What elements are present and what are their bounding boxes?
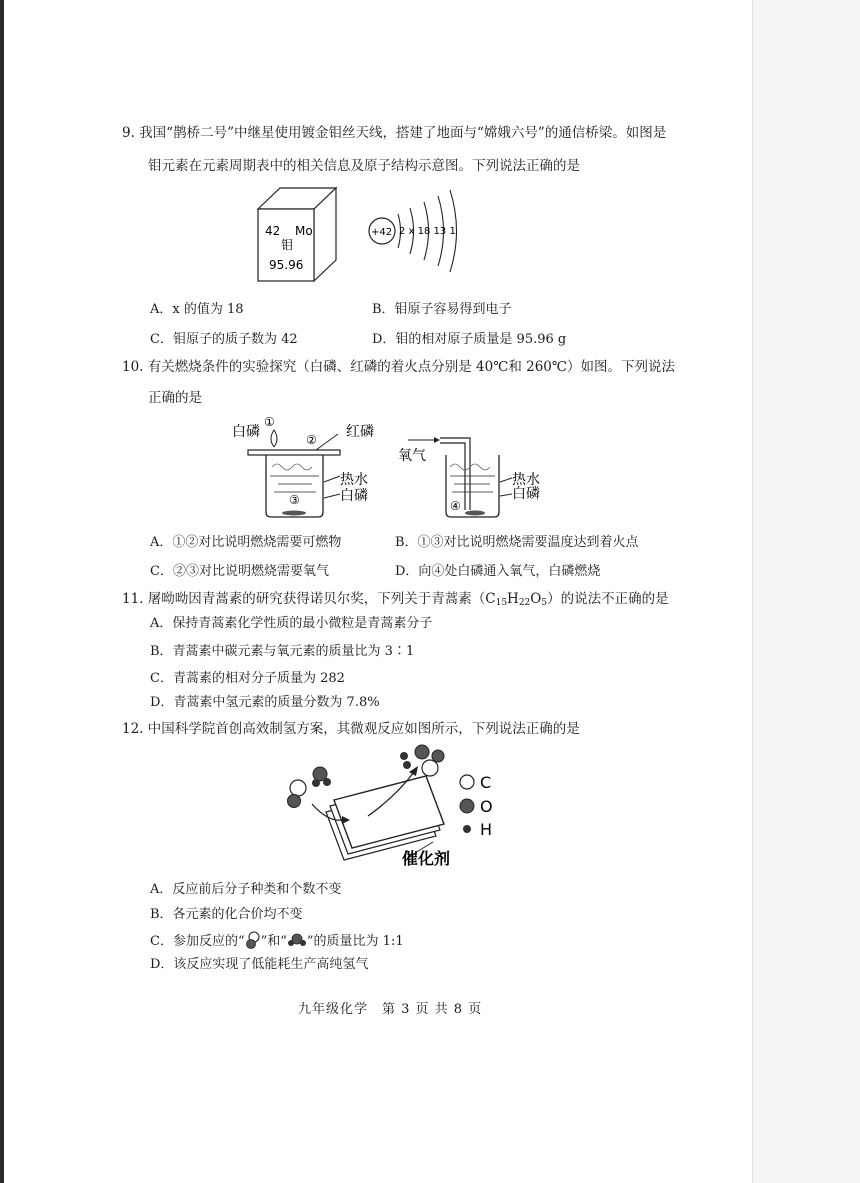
q9-option-b: B．钼原子容易得到电子: [372, 302, 512, 317]
q12-option-c-pre: C．参加反应的“: [150, 934, 245, 949]
legend-h: H: [480, 820, 493, 839]
q10-stem-line1: 10. 有关燃烧条件的实验探究（白磷、红磷的着火点分别是 40℃和 260℃）如图。下列说法: [122, 359, 675, 375]
q12-option-c-post: ”的质量比为 1:1: [306, 934, 404, 949]
q12-option-c: [150, 931, 404, 951]
beaker-1: [232, 415, 374, 517]
marker-2: ②: [306, 433, 317, 447]
legend-oxygen-icon: [460, 799, 474, 813]
q9-option-c: C．钼原子的质子数为 42: [150, 332, 298, 347]
label-hot-water-2: 热水: [512, 472, 540, 488]
q12-option-a: A．反应前后分子种类和个数不变: [150, 882, 342, 897]
q9-figure: [250, 184, 465, 284]
q9-stem-line2: 钼元素在元素周期表中的相关信息及原子结构示意图。下列说法正确的是: [148, 158, 580, 174]
label-oxygen: 氧气: [398, 448, 426, 464]
legend-hydrogen-icon: [463, 825, 471, 833]
q11-stem-part1: 11. 屠呦呦因青蒿素的研究获得诺贝尔奖，下列关于青蒿素（C: [122, 591, 496, 607]
scan-edge-left: [0, 0, 4, 1183]
product-molecules: [400, 745, 444, 776]
marker-4: ④: [450, 499, 461, 513]
co-molecule-icon: [245, 931, 261, 949]
q11-option-b: B．青蒿素中碳元素与氧元素的质量比为 3∶1: [150, 644, 415, 659]
label-white-phosphorus-2: 白磷: [340, 488, 368, 504]
q11-option-c: C．青蒿素的相对分子质量为 282: [150, 671, 345, 686]
electron-shells: 2 x 18 13 1: [399, 226, 456, 237]
formula-sub-22: 22: [518, 598, 531, 608]
catalyst-label: 催化剂: [402, 849, 451, 868]
beaker-2: [398, 437, 540, 517]
q9-stem-line1: 9. 我国“鹊桥二号”中继星使用镀金钼丝天线，搭建了地面与“嫦娥六号”的通信桥梁。如图是: [122, 125, 667, 141]
q10-figure: [228, 412, 598, 522]
atomic-mass: 95.96: [269, 258, 304, 272]
element-symbol: Mo: [295, 224, 313, 238]
page-footer: 九年级化学 第 3 页 共 8 页: [298, 1002, 483, 1017]
q10-stem-line2: 正确的是: [148, 390, 202, 406]
q10-option-a: A．①②对比说明燃烧需要可燃物: [150, 535, 342, 550]
periodic-table-cell: [258, 188, 336, 281]
q12-figure: [278, 742, 518, 872]
q9-option-d: D．钼的相对原子质量是 95.96 g: [372, 332, 567, 347]
q10-option-d: D．向④处白磷通入氧气，白磷燃烧: [395, 564, 601, 579]
label-red-phosphorus: 红磷: [346, 424, 374, 440]
legend: [460, 773, 493, 839]
reactant-molecules: [288, 767, 332, 808]
q10-option-b: B．①③对比说明燃烧需要温度达到着火点: [395, 535, 639, 550]
legend-carbon-icon: [460, 775, 474, 789]
element-name: 钼: [281, 238, 294, 252]
label-white-phosphorus-3: 白磷: [512, 486, 540, 502]
q10-option-c: C．②③对比说明燃烧需要氧气: [150, 564, 329, 579]
q12-option-b: B．各元素的化合价均不变: [150, 907, 303, 922]
atomic-structure: [369, 190, 457, 272]
legend-c: C: [480, 773, 492, 792]
marker-1: ①: [264, 415, 275, 429]
q11-stem-part2: ）的说法不正确的是: [547, 591, 669, 607]
formula-sub-5: 5: [541, 598, 548, 608]
q12-option-c-mid: ”和“: [260, 934, 287, 949]
q9-option-a: A．x 的值为 18: [150, 302, 244, 317]
atomic-number: 42: [265, 224, 281, 238]
marker-3: ③: [289, 493, 300, 507]
formula-h: H: [507, 591, 519, 607]
h2o-molecule-icon: [287, 932, 307, 948]
formula-sub-15: 15: [495, 598, 508, 608]
q11-stem: [122, 590, 669, 612]
q11-option-d: D．青蒿素中氢元素的质量分数为 7.8%: [150, 695, 380, 710]
formula-o: O: [530, 591, 542, 607]
legend-o: O: [480, 797, 493, 816]
q12-stem: 12. 中国科学院首创高效制氢方案，其微观反应如图所示，下列说法正确的是: [122, 721, 580, 737]
q12-option-d: D．该反应实现了低能耗生产高纯氢气: [150, 957, 369, 972]
label-white-phosphorus: 白磷: [232, 424, 260, 440]
label-hot-water: 热水: [340, 472, 368, 488]
nucleus-charge: +42: [371, 227, 393, 238]
scan-edge-right: [752, 0, 860, 1183]
q11-option-a: A．保持青蒿素化学性质的最小微粒是青蒿素分子: [150, 616, 433, 631]
